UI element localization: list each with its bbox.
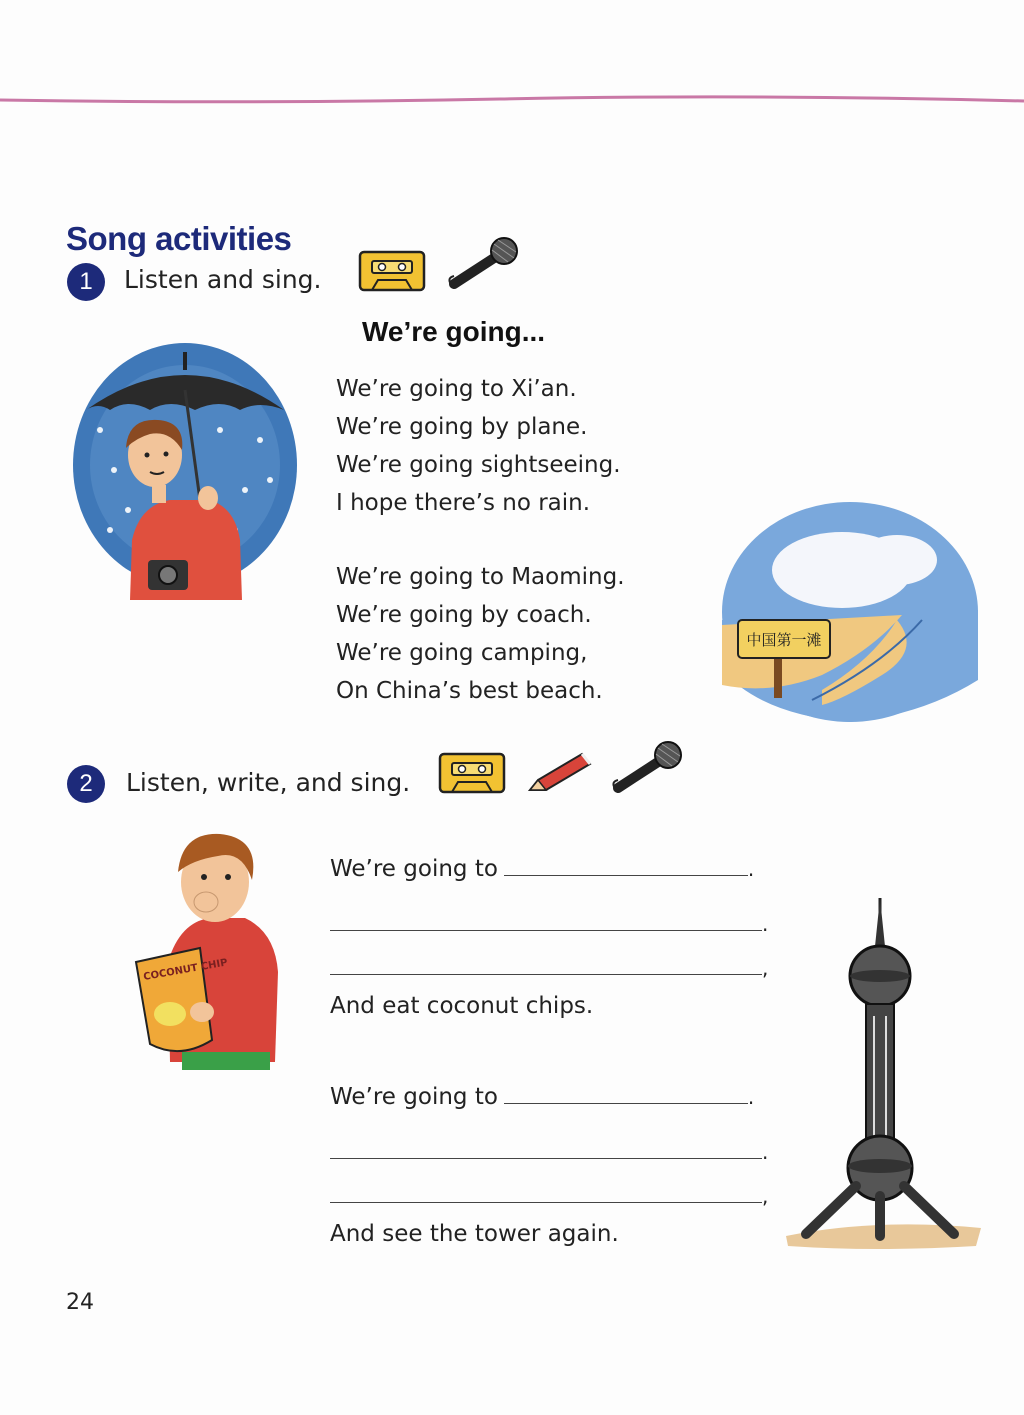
lyric-line: We’re going sightseeing. xyxy=(336,452,621,478)
boy-chips-illustration xyxy=(130,822,280,1072)
microphone-icon xyxy=(608,740,688,796)
answer-blank[interactable] xyxy=(330,1200,762,1203)
microphone-icon xyxy=(444,236,524,292)
tv-tower-illustration xyxy=(776,896,986,1258)
cassette-icon xyxy=(438,752,506,794)
punctuation: . xyxy=(747,1085,755,1109)
lyric-line: I hope there’s no rain. xyxy=(336,490,591,516)
exercise-line-6 xyxy=(330,1140,770,1164)
lyric-line: We’re going to Maoming. xyxy=(336,564,625,590)
activity-2-instruction: Listen, write, and sing. xyxy=(126,768,411,797)
activity-1-instruction: Listen and sing. xyxy=(124,265,322,294)
activity-1-number: 1 xyxy=(67,263,105,301)
exercise-line-4: And eat coconut chips. xyxy=(330,993,594,1019)
boy-umbrella-illustration xyxy=(70,330,300,610)
lyric-line: We’re going by coach. xyxy=(336,602,592,628)
section-heading: Song activities xyxy=(66,220,292,257)
lyric-line: We’re going by plane. xyxy=(336,414,588,440)
lyric-line: On China’s best beach. xyxy=(336,678,603,704)
exercise-line-8: And see the tower again. xyxy=(330,1221,619,1247)
answer-blank[interactable] xyxy=(330,928,762,931)
exercise-line-1 xyxy=(330,850,754,888)
exercise-line-5 xyxy=(330,1078,754,1116)
top-rule xyxy=(0,90,1024,110)
song-verse-1 xyxy=(336,370,621,522)
exercise-prompt: We’re going to xyxy=(330,856,498,882)
pencil-icon xyxy=(522,748,594,796)
answer-blank[interactable] xyxy=(330,972,762,975)
beach-illustration xyxy=(722,500,978,724)
punctuation: , xyxy=(762,956,769,980)
chips-bag-label: COCONUT CHIP xyxy=(142,957,229,983)
answer-blank[interactable] xyxy=(504,851,748,876)
beach-sign-text: 中国第一滩 xyxy=(746,631,822,649)
punctuation: . xyxy=(762,1140,769,1164)
answer-blank[interactable] xyxy=(504,1079,748,1104)
lyric-line: We’re going camping, xyxy=(336,640,588,666)
song-verse-2 xyxy=(336,558,625,710)
cassette-icon xyxy=(358,250,426,292)
punctuation: . xyxy=(747,857,755,881)
page-number: 24 xyxy=(66,1290,94,1315)
activity-2-number: 2 xyxy=(67,765,105,803)
lyric-line: We’re going to Xi’an. xyxy=(336,376,577,402)
answer-blank[interactable] xyxy=(330,1156,762,1159)
punctuation: , xyxy=(762,1184,769,1208)
punctuation: . xyxy=(762,912,769,936)
exercise-line-2 xyxy=(330,912,770,936)
exercise-line-7 xyxy=(330,1184,770,1208)
exercise-prompt: We’re going to xyxy=(330,1084,498,1110)
song-title: We’re going... xyxy=(362,316,546,347)
exercise-line-3 xyxy=(330,956,770,980)
